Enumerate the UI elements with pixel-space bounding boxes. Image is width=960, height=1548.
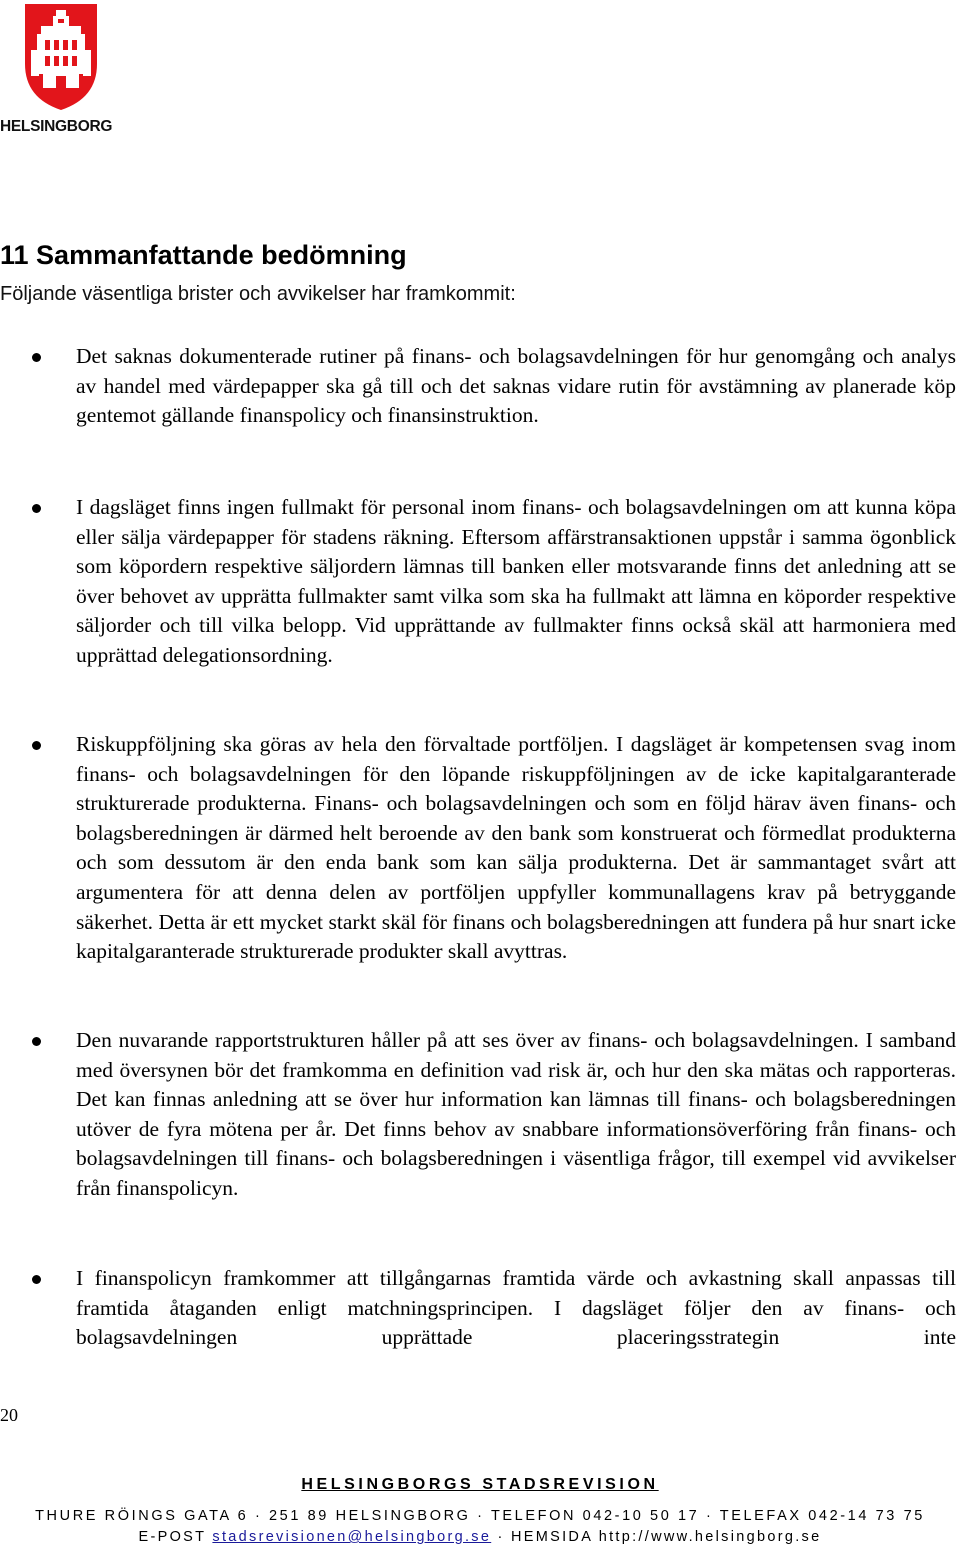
- footer-contact: [0, 1529, 960, 1545]
- list-item-text: Det saknas dokumenterade rutiner på finans- och bolagsavdelningen för hur genomgång och analys av handel med värdepapper ska gå till och det saknas vidare rutin för avstämning av planerade köp gentemot gällande finanspolicy och finansinstruktion.: [76, 344, 956, 428]
- bullet-icon: [32, 504, 41, 513]
- list-item: [76, 1026, 956, 1204]
- list-item-text: Riskuppföljning ska göras av hela den förvaltade portföljen. I dagsläget är kompetensen svag inom finans- och bolagsavdelningen för den löpande riskuppföljningen av de icke kapitalgaranterade strukturerade produkterna. Finans- och bolagsavdelningen och som en följd härav även finans- och bolagsberedningen är därmed helt beroende av den bank som konstruerat och förmedlat produkterna och som dessutom är den enda bank som kan sälja produkterna. Det är sammantaget svårt att argumentera för att denna delen av portföljen uppfyller kommunallagens krav på betryggande säkerhet. Detta är ett mycket starkt skäl för finans och bolagsberedningen att fundera på hur snart icke kapitalgaranterade strukturerade produkter skall avyttras.: [76, 732, 956, 964]
- list-item-text: Den nuvarande rapportstrukturen håller på att ses över av finans- och bolagsavdelningen. I samband med översynen bör det framkomma en definition vad risk är, och hur den ska mätas och rapporteras. Det kan finnas anledning att se över hur information kan lämnas till finans- och bolagsberedningen utöver de fyra mötena per år. Det finns behov av snabbare informationsöverföring från finans- och bolagsavdelningen till finans- och bolagsberedningen i väsentliga frågor, till exempel vid avvikelser från finanspolicyn.: [76, 1028, 956, 1200]
- footer-organization: HELSINGBORGS STADSREVISION: [301, 1476, 659, 1493]
- section-heading: 11 Sammanfattande bedömning: [0, 240, 407, 270]
- bullet-icon: [32, 741, 41, 750]
- list-item-text: I finanspolicyn framkommer att tillgångarnas framtida värde och avkastning skall anpassas till framtida åtaganden enligt matchningsprincipen. I dagsläget följer den av finans- och bolagsavdelningen upprättade placeringsstrategin inte: [76, 1266, 956, 1350]
- list-item-text: I dagsläget finns ingen fullmakt för personal inom finans- och bolagsavdelningen om att kunna köpa eller sälja värdepapper för stadens räkning. Eftersom affärstransaktionen uppstår i samma ögonblick som köpordern respektive säljordern lämnas till banken eller motsvarande finns det anledning att se över behovet av upprätta fullmakter samt vilka som ska ha fullmakt att lämna en köporder respektive säljorder och till vilka belopp. Vid upprättande av fullmakter finns också skäl att harmoniera med upprättad delegationsordning.: [76, 495, 956, 667]
- list-item: [76, 730, 956, 967]
- list-item: [76, 493, 956, 671]
- list-item: [76, 1264, 956, 1353]
- helsingborg-logo: [0, 2, 122, 136]
- web-label: HEMSIDA: [511, 1529, 593, 1545]
- city-crest-icon: [23, 2, 99, 112]
- bullet-icon: [32, 1037, 41, 1046]
- list-item: [76, 342, 956, 431]
- email-label: E-POST: [138, 1529, 207, 1545]
- bullet-icon: [32, 1275, 41, 1284]
- footer-address: THURE RÖINGS GATA 6 · 251 89 HELSINGBORG · TELEFON 042-10 50 17 · TELEFAX 042-14 73 75: [35, 1508, 925, 1524]
- logo-wordmark: HELSINGBORG: [0, 118, 113, 135]
- bullet-icon: [32, 353, 41, 362]
- page-number: 20: [0, 1405, 18, 1425]
- email-link[interactable]: stadsrevisionen@helsingborg.se: [212, 1529, 492, 1545]
- footer-separator: ·: [491, 1529, 511, 1545]
- intro-paragraph: Följande väsentliga brister och avvikelser har framkommit:: [0, 283, 516, 305]
- web-link[interactable]: http://www.helsingborg.se: [598, 1529, 822, 1545]
